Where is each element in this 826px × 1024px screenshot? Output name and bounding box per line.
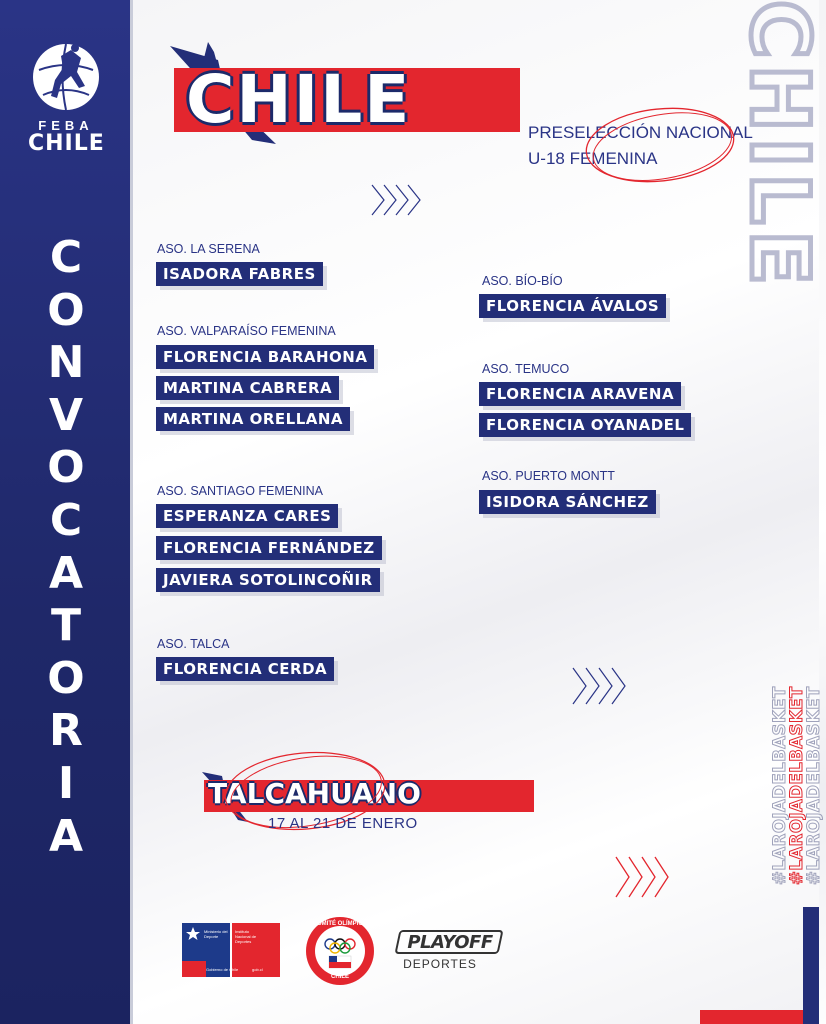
ind-line2: Nacional de xyxy=(235,934,257,939)
player-name: FLORENCIA OYANADEL xyxy=(479,413,691,437)
mindep-logo xyxy=(182,923,280,977)
vertical-letter: A xyxy=(48,810,84,862)
vertical-letter: N xyxy=(47,337,85,389)
player-name: FLORENCIA ARAVENA xyxy=(479,382,681,406)
association-label: ASO. SANTIAGO FEMENINA xyxy=(157,484,323,498)
hashtag-text: #LAROJADELBASKET xyxy=(770,686,789,885)
feba-chile-label: CHILE xyxy=(28,131,105,156)
player-name: JAVIERA SOTOLINCOÑIR xyxy=(156,568,380,592)
vertical-letter: O xyxy=(47,442,85,494)
feba-label: FEBA xyxy=(38,118,94,133)
vertical-letter: O xyxy=(47,652,85,704)
association-label: ASO. VALPARAÍSO FEMENINA xyxy=(157,324,336,338)
player-name: ESPERANZA CARES xyxy=(156,504,338,528)
player-name: MARTINA ORELLANA xyxy=(156,407,350,431)
subtitle-line2: U-18 FEMENINA xyxy=(528,149,658,168)
ind-line3: Deportes xyxy=(235,939,252,944)
subtitle-line1: PRESELECCIÓN NACIONAL xyxy=(528,123,753,142)
basketball-player-icon xyxy=(31,40,101,114)
decorative-red-bar xyxy=(700,1010,803,1024)
vertical-letter: A xyxy=(48,547,84,599)
hashtag-text: #LAROJADELBASKET xyxy=(804,686,823,885)
hashtag-stack xyxy=(770,595,823,885)
coch-top-label: COMITÉ OLÍMPICO xyxy=(312,921,368,927)
player-name: FLORENCIA CERDA xyxy=(156,657,334,681)
vertical-letter: V xyxy=(48,389,84,441)
playoff-logo xyxy=(395,930,505,972)
decorative-navy-bar xyxy=(803,907,819,1024)
hashtag-text: #LAROJADELBASKET xyxy=(787,686,806,885)
arrows-icon xyxy=(571,666,629,706)
vertical-letter: T xyxy=(50,600,81,652)
event-dates: 17 AL 21 DE ENERO xyxy=(268,815,418,832)
coch-logo xyxy=(305,916,375,986)
side-chile-word xyxy=(733,0,826,500)
vertical-letter: R xyxy=(49,705,83,757)
vertical-letter: C xyxy=(49,232,83,283)
player-name: ISADORA FABRES xyxy=(156,262,323,286)
ind-line1: Instituto xyxy=(235,929,250,934)
player-name: MARTINA CABRERA xyxy=(156,376,339,400)
arrows-icon xyxy=(370,183,428,217)
red-scribble-circle xyxy=(580,100,740,190)
gob-line1: Gobierno de Chile xyxy=(206,967,239,972)
coch-bottom-label: CHILE xyxy=(331,974,349,980)
side-chile-text: CHILE xyxy=(733,0,826,292)
vertical-letter: C xyxy=(49,494,83,546)
vertical-letter: I xyxy=(57,757,75,809)
playoff-deportes-label: DEPORTES xyxy=(403,957,477,971)
mindep-line1: Ministerio del xyxy=(204,929,228,934)
association-label: ASO. TEMUCO xyxy=(482,362,570,376)
association-label: ASO. LA SERENA xyxy=(157,242,260,256)
feba-logo xyxy=(28,40,104,155)
arrows-icon xyxy=(614,855,672,899)
association-label: ASO. PUERTO MONTT xyxy=(482,469,615,483)
venue-city: TALCAHUANO xyxy=(208,777,421,810)
association-label: ASO. TALCA xyxy=(157,637,230,651)
convocatoria-vertical xyxy=(20,232,112,863)
association-label: ASO. BÍO-BÍO xyxy=(482,274,563,288)
gob-line2: gob.cl xyxy=(252,967,263,972)
page-title: CHILE xyxy=(186,61,412,138)
player-name: FLORENCIA FERNÁNDEZ xyxy=(156,536,382,560)
mindep-line2: Deporte xyxy=(204,934,219,939)
player-name: FLORENCIA ÁVALOS xyxy=(479,294,666,318)
playoff-label: PLAYOFF xyxy=(407,932,493,953)
player-name: ISIDORA SÁNCHEZ xyxy=(479,490,656,514)
player-name: FLORENCIA BARAHONA xyxy=(156,345,374,369)
star-icon xyxy=(186,927,200,941)
vertical-letter: O xyxy=(47,284,85,336)
sidebar xyxy=(0,0,133,1024)
